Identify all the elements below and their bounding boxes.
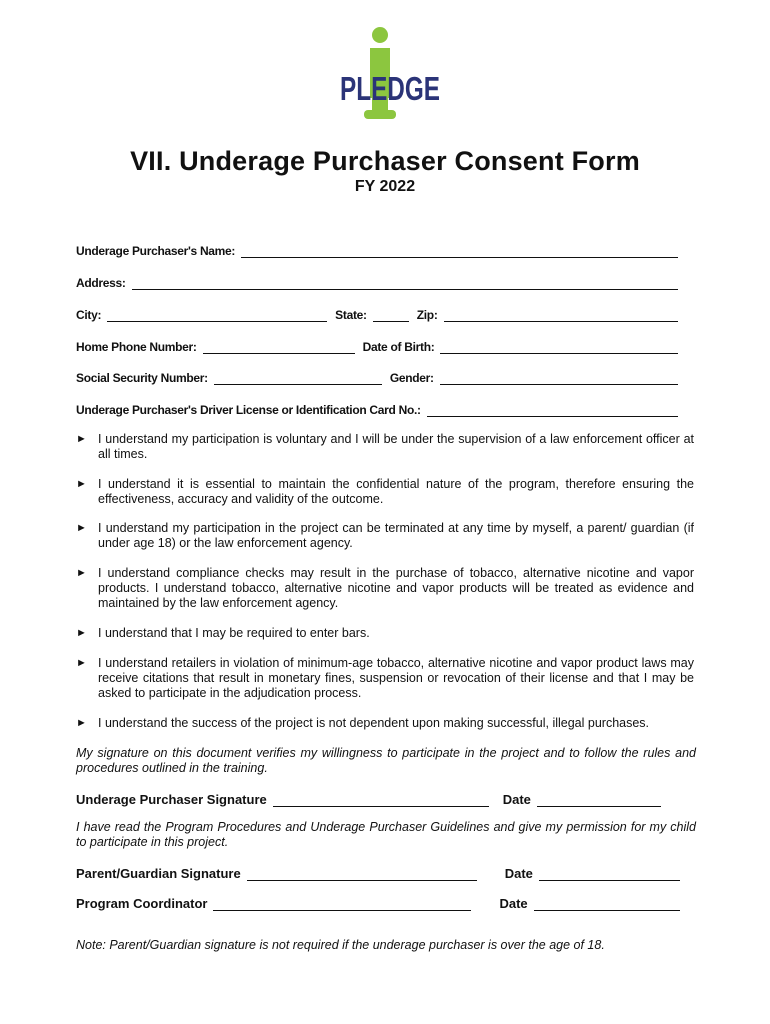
footnote: Note: Parent/Guardian signature is not required if the underage purchaser is over the age of 18. xyxy=(76,938,605,952)
gender-label: Gender: xyxy=(389,371,434,385)
acknowledgement-item xyxy=(76,432,694,462)
ssn-label: Social Security Number: xyxy=(76,371,208,385)
purchaser-date-line[interactable] xyxy=(537,795,661,807)
purchaser-signature-label: Underage Purchaser Signature xyxy=(76,792,267,807)
city-label: City: xyxy=(76,308,102,322)
acknowledgement-text: I understand retailers in violation of minimum-age tobacco, alternative nicotine and vapor product laws may receive citations that result in monetary fines, suspension or revocation of their license and that I may be asked to participate in the adjudication process. xyxy=(98,656,694,700)
zip-input-line[interactable] xyxy=(444,310,678,322)
acknowledgement-item xyxy=(76,656,694,701)
purchaser-signature-line[interactable] xyxy=(273,795,489,807)
gender-input-line[interactable] xyxy=(440,373,678,385)
name-input-line[interactable] xyxy=(241,246,678,258)
name-label: Underage Purchaser's Name: xyxy=(76,244,236,258)
coordinator-date-line[interactable] xyxy=(534,899,680,911)
state-input-line[interactable] xyxy=(373,310,409,322)
coordinator-signature-line[interactable] xyxy=(213,899,471,911)
acknowledgement-text: I understand my participation in the project can be terminated at any time by myself, a parent/ guardian (if under age 18) or the law enforcement agency. xyxy=(98,521,694,550)
bullet-arrow-icon: ► xyxy=(76,433,87,445)
guardian-date-line[interactable] xyxy=(539,869,680,881)
state-label: State: xyxy=(335,308,367,322)
purchaser-date-label: Date xyxy=(502,792,531,807)
address-input-line[interactable] xyxy=(132,278,678,290)
phone-label: Home Phone Number: xyxy=(76,340,197,354)
ipledge-logo-graphic xyxy=(334,26,446,122)
zip-label: Zip: xyxy=(416,308,438,322)
guardian-signature-line[interactable] xyxy=(247,869,477,881)
phone-dob-row xyxy=(76,338,678,354)
acknowledgement-item xyxy=(76,477,694,507)
city-input-line[interactable] xyxy=(107,310,327,322)
acknowledgement-item xyxy=(76,626,694,641)
dob-label: Date of Birth: xyxy=(362,340,435,354)
bullet-arrow-icon: ► xyxy=(76,478,87,490)
page-subtitle: FY 2022 xyxy=(354,178,416,195)
logo-text: PLEDGE xyxy=(340,70,440,107)
guardian-statement: I have read the Program Procedures and Underage Purchaser Guidelines and give my permission for my child to participate in this project. xyxy=(76,820,696,849)
acknowledgement-text: I understand it is essential to maintain the confidential nature of the program, therefore ensuring the effectiveness, accuracy and validity of the outcome. xyxy=(98,477,694,506)
guardian-signature-row xyxy=(76,863,680,881)
bullet-arrow-icon: ► xyxy=(76,717,87,729)
address-field-row xyxy=(76,274,678,290)
acknowledgement-item xyxy=(76,521,694,551)
page-title: VII. Underage Purchaser Consent Form xyxy=(130,146,640,176)
signature-statement: My signature on this document verifies my willingness to participate in the project and to follow the rules and procedures outlined in the training. xyxy=(76,746,696,775)
name-field-row xyxy=(76,242,678,258)
guardian-signature-label: Parent/Guardian Signature xyxy=(76,866,241,881)
bullet-arrow-icon: ► xyxy=(76,627,87,639)
phone-input-line[interactable] xyxy=(203,342,355,354)
address-label: Address: xyxy=(76,276,126,290)
bullet-arrow-icon: ► xyxy=(76,522,87,534)
coordinator-label: Program Coordinator xyxy=(76,896,208,911)
purchaser-signature-row xyxy=(76,789,680,807)
bullet-arrow-icon: ► xyxy=(76,567,87,579)
city-state-zip-row xyxy=(76,306,678,322)
license-input-line[interactable] xyxy=(427,405,678,417)
coordinator-signature-row xyxy=(76,893,680,911)
ssn-input-line[interactable] xyxy=(214,373,382,385)
coordinator-date-label: Date xyxy=(499,896,528,911)
ipledge-logo xyxy=(334,26,446,122)
acknowledgement-text: I understand the success of the project is not dependent upon making successful, illegal purchases. xyxy=(98,716,650,730)
acknowledgement-text: I understand compliance checks may result in the purchase of tobacco, alternative nicotine and vapor products. I understand tobacco, alternative nicotine and vapor products will be treated as evidence and maintained by the law enforcement agency. xyxy=(98,566,694,610)
license-field-row xyxy=(76,401,678,417)
acknowledgement-item xyxy=(76,566,694,611)
guardian-date-label: Date xyxy=(504,866,533,881)
acknowledgement-text: I understand that I may be required to enter bars. xyxy=(98,626,370,640)
bullet-arrow-icon: ► xyxy=(76,657,87,669)
acknowledgement-item xyxy=(76,716,694,731)
license-label: Underage Purchaser's Driver License or Identification Card No.: xyxy=(76,403,421,417)
acknowledgement-text: I understand my participation is voluntary and I will be under the supervision of a law enforcement officer at all times. xyxy=(98,432,694,461)
ssn-gender-row xyxy=(76,369,678,385)
dob-input-line[interactable] xyxy=(440,342,678,354)
